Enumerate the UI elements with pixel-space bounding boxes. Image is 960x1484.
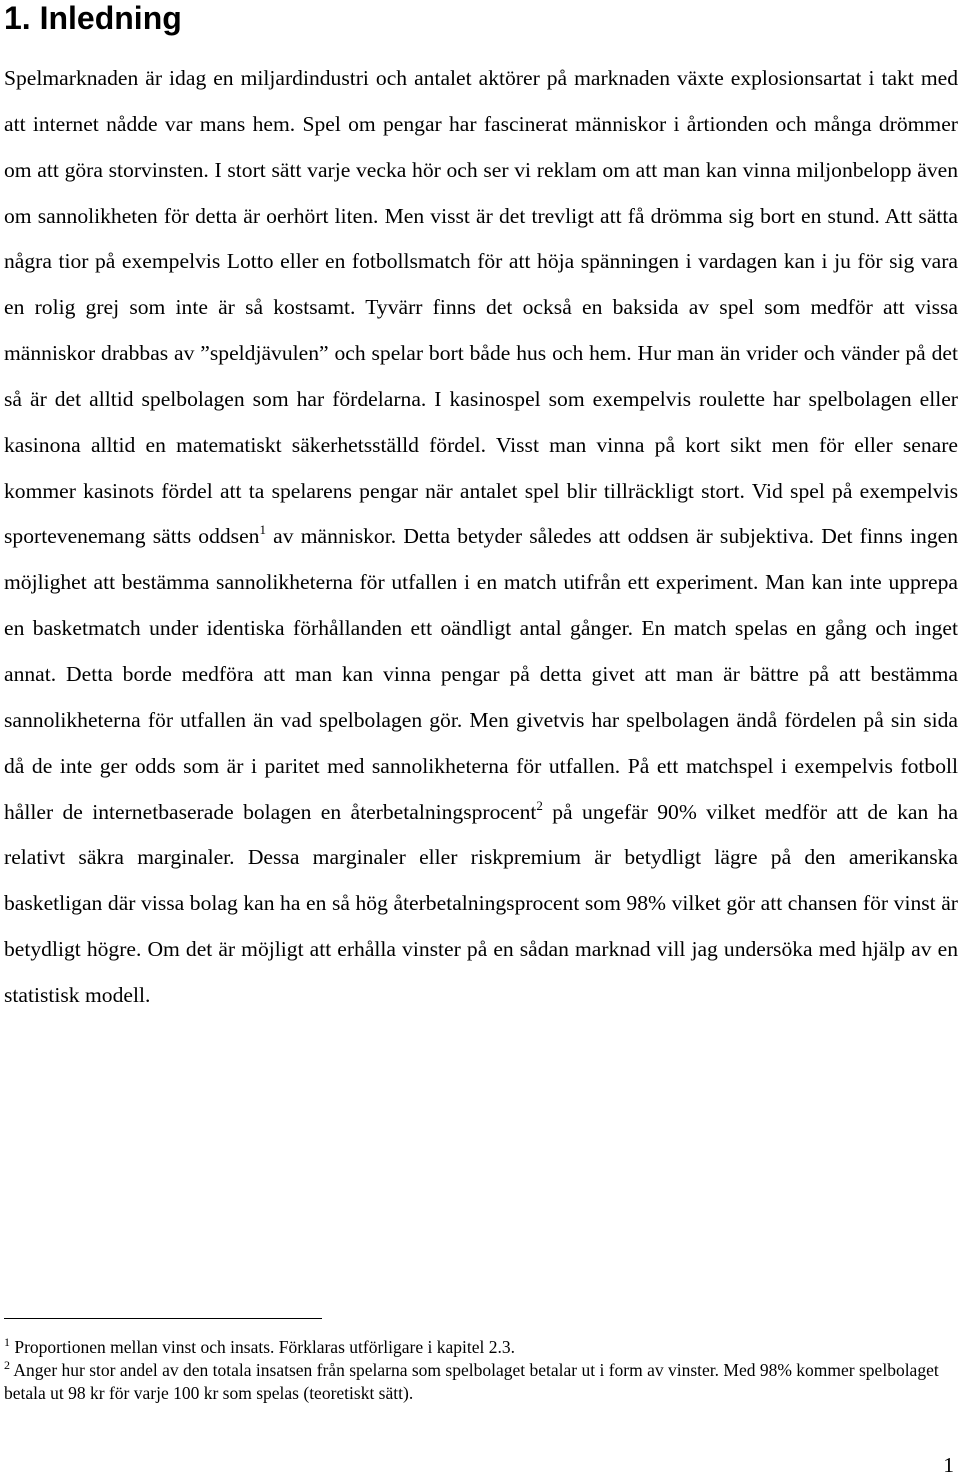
- page-number: 1: [943, 1453, 954, 1477]
- footnote-divider: [4, 1318, 322, 1319]
- footnote-reference-2: 2: [536, 797, 543, 813]
- paragraph-text-part-2: av människor. Detta betyder således att oddsen är subjektiva. Det finns ingen möjlighet att bestämma sannolikheterna för utfallen i en match utifrån ett experiment. Man kan inte upprepa en basketmatch under identiska förhållanden ett oändligt antal gånger. En match spelas en gång och inget annat. Detta borde medföra att man kan vinna pengar på detta givet att man är bättre på att bestämma sannolikheterna för utfallen än vad spelbolagen gör. Men givetvis har spelbolagen ändå fördelen på sin sida då de inte ger odds som är i paritet med sannolikheterna för utfallen. På ett matchspel i exempelvis fotboll håller de internetbaserade bolagen en återbetalningsprocent: [4, 524, 959, 824]
- body-paragraph: [4, 56, 958, 1019]
- paragraph-text-part-1: Spelmarknaden är idag en miljardindustri och antalet aktörer på marknaden växte explosionsartat i takt med att internet nådde var mans hem. Spel om pengar har fascinerat människor i årtionden och många drömmer om att göra storvinsten. I stort sätt varje vecka hör och ser vi reklam om att man kan vinna miljonbelopp även om sannolikheten för detta är oerhört liten. Men visst är det trevligt att få drömma sig bort en stund. Att sätta några tior på exempelvis Lotto eller en fotbollsmatch för att höja spänningen i vardagen kan i ju för sig vara en rolig grej som inte är så kostsamt. Tyvärr finns det också en baksida av spel som medför att vissa människor drabbas av ”speldjävulen” och spelar bort både hus och hem. Hur man än vrider och vänder på det så är det alltid spelbolagen som har fördelarna. I kasinospel som exempelvis roulette har spelbolagen eller kasinona alltid en matematiskt säkerhetsställd fördel. Visst man vinna på kort sikt men för eller senare kommer kasinots fördel att ta spelarens pengar när antalet spel blir tillräckligt stort. Vid spel på exempelvis sportevenemang sätts oddsen: [4, 66, 958, 549]
- footnote-reference-1: 1: [259, 522, 266, 538]
- footnotes: [4, 1336, 958, 1405]
- footnote-2-number: 2: [4, 1358, 10, 1372]
- footnote-1: [4, 1336, 958, 1359]
- footnote-2-text: Anger hur stor andel av den totala insatsen från spelarna som spelbolaget betalar ut i form av vinster. Med 98% kommer spelbolaget betala ut 98 kr för varje 100 kr som spelas (teoretiskt sätt).: [4, 1360, 939, 1403]
- footnote-1-number: 1: [4, 1335, 10, 1349]
- footnote-2: [4, 1359, 958, 1405]
- section-heading: 1. Inledning: [4, 0, 182, 36]
- footnote-1-text: Proportionen mellan vinst och insats. Förklaras utförligare i kapitel 2.3.: [10, 1337, 515, 1357]
- paragraph-text-part-3: på ungefär 90% vilket medför att de kan ha relativt säkra marginaler. Dessa marginaler eller riskpremium är betydligt lägre på den amerikanska basketligan där vissa bolag kan ha en så hög återbetalningsprocent som 98% vilket gör att chansen för vinst är betydligt högre. Om det är möjligt att erhålla vinster på en sådan marknad vill jag undersöka med hjälp av en statistisk modell.: [4, 799, 958, 1007]
